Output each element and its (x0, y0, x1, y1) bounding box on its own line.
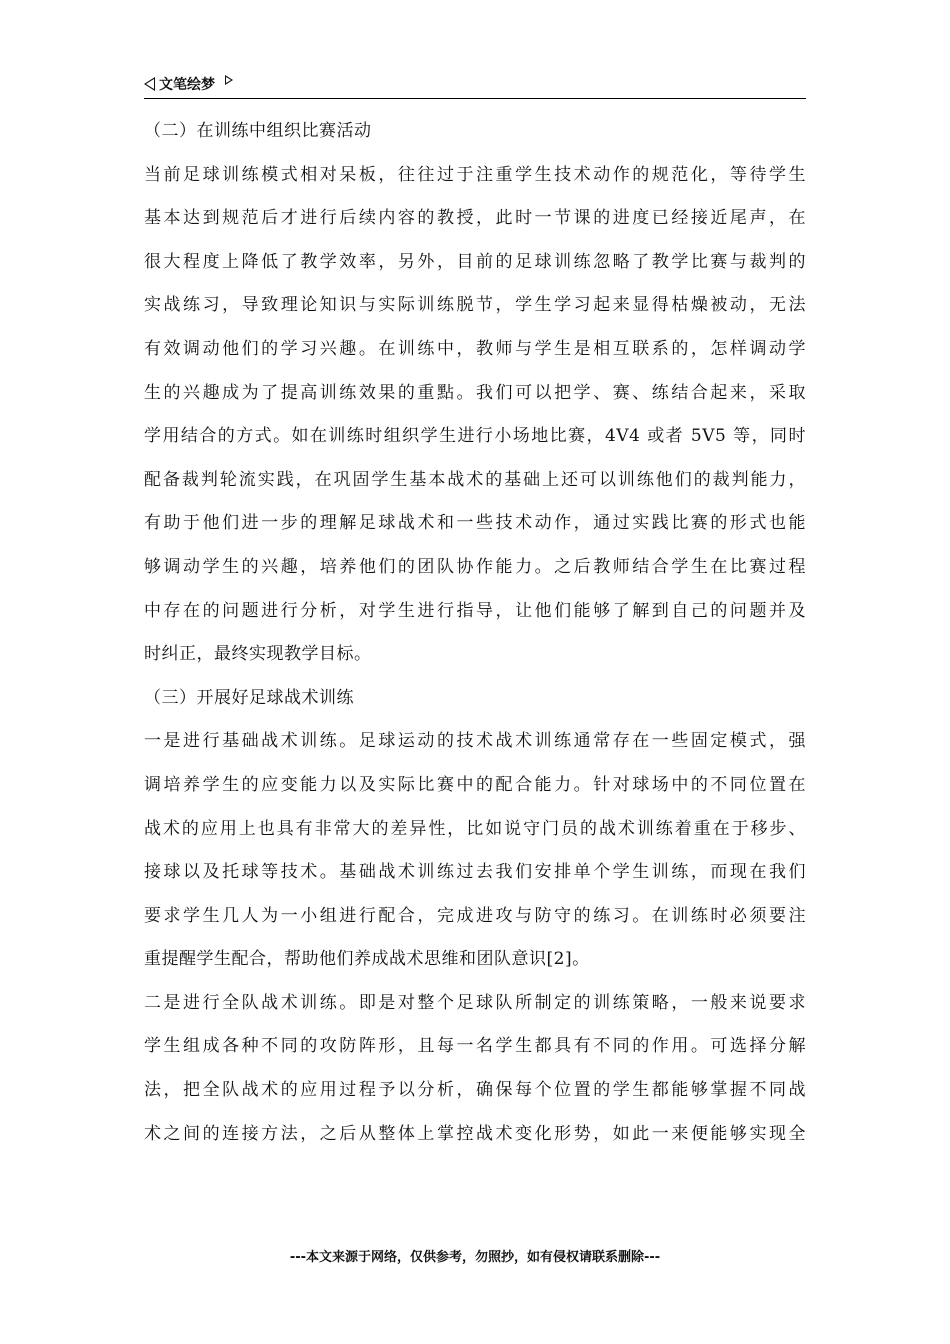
text-line: （二）在训练中组织比赛活动 (144, 121, 372, 141)
brand-logo (144, 74, 233, 94)
text-line: 接球以及托球等技术。基础战术训练过去我们安排单个学生训练，而现在我们 (144, 862, 806, 883)
text-line: 当前足球训练模式相对呆板，往往过于注重学生技术动作的规范化，等待学生 (144, 164, 806, 185)
text-line: 学生组成各种不同的攻防阵形，且每一名学生都具有不同的作用。可选择分解 (144, 1036, 806, 1057)
text-line: 术之间的连接方法，之后从整体上掌控战术变化形势，如此一来便能够实现全 (144, 1123, 806, 1144)
text-line: 一是进行基础战术训练。足球运动的技术战术训练通常存在一些固定模式，强 (144, 731, 806, 752)
text-line: 基本达到规范后才进行后续内容的教授，此时一节课的进度已经接近尾声，在 (144, 208, 806, 229)
text-line: 战术的应用上也具有非常大的差异性，比如说守门员的战术训练着重在于移步、 (144, 818, 806, 839)
text-line: 中存在的问题进行分析，对学生进行指导，让他们能够了解到自己的问题并及 (144, 600, 806, 621)
triangle-right-icon (225, 75, 233, 85)
text-line: 有助于他们进一步的理解足球战术和一些技术动作，通过实践比赛的形式也能 (144, 513, 806, 534)
text-line: 要求学生几人为一小组进行配合，完成进攻与防守的练习。在训练时必须要注 (144, 905, 806, 926)
text-line: 二是进行全队战术训练。即是对整个足球队所制定的训练策略，一般来说要求 (144, 992, 806, 1013)
text-line: 实战练习，导致理论知识与实际训练脱节，学生学习起来显得枯燥被动，无法 (144, 295, 806, 316)
text-line: 法，把全队战术的应用过程予以分析，确保每个位置的学生都能够掌握不同战 (144, 1080, 806, 1101)
text-line: 调培养学生的应变能力以及实际比赛中的配合能力。针对球场中的不同位置在 (144, 774, 806, 795)
text-line: 配备裁判轮流实践，在巩固学生基本战术的基础上还可以训练他们的裁判能力， (144, 469, 806, 490)
document-body (144, 110, 806, 1156)
text-line: 生的兴趣成为了提高训练效果的重點。我们可以把学、赛、练结合起来，采取 (144, 382, 806, 403)
text-line: 学用结合的方式。如在训练时组织学生进行小场地比赛，4V4 或者 5V5 等，同时 (144, 426, 806, 447)
triangle-left-icon (144, 77, 155, 91)
text-line: 重提醒学生配合，帮助他们养成战术思维和团队意识[2]。 (144, 949, 590, 970)
text-line: 够调动学生的兴趣，培养他们的团队协作能力。之后教师结合学生在比赛过程 (144, 556, 806, 577)
brand-name: 文笔绘梦 (159, 77, 215, 93)
footer-disclaimer: ---本文来源于网络，仅供参考，勿照抄，如有侵权请联系删除--- (289, 1250, 661, 1265)
text-line: 有效调动他们的学习兴趣。在训练中，教师与学生是相互联系的，怎样调动学 (144, 338, 806, 359)
text-line: 很大程度上降低了教学效率，另外，目前的足球训练忽略了教学比赛与裁判的 (144, 251, 806, 272)
page-header (144, 70, 806, 99)
text-line: （三）开展好足球战术训练 (144, 687, 354, 708)
text-line: 时纠正，最终实现教学目标。 (144, 644, 372, 665)
